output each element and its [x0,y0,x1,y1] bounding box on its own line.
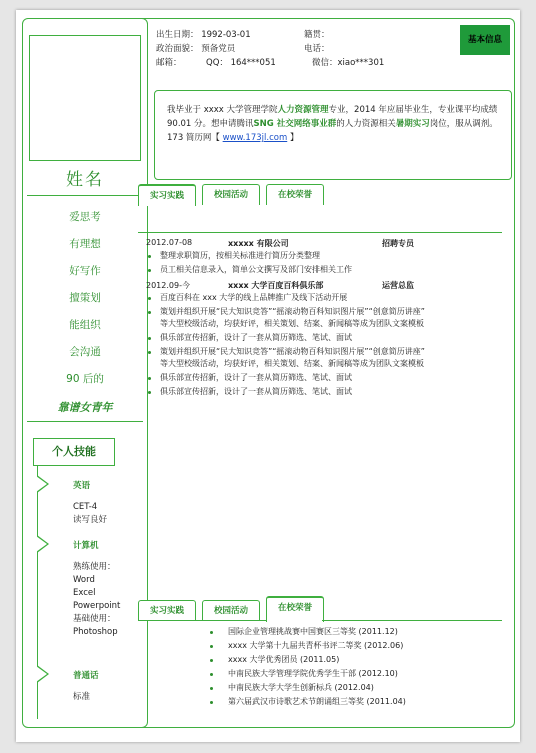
bullet-icon [210,645,213,648]
website-link[interactable]: www.173jl.com [222,133,288,143]
entry-org: xxxxx 有限公司 [228,239,289,248]
bullet-icon [148,351,151,354]
intro-part: 岗位，服从调剂。173 简历网【 [167,119,498,143]
trait-2: 有理想 [69,238,101,250]
entry-role: 招聘专员 [382,239,414,248]
basic-info-badge: 基本信息 [460,25,510,55]
duty-item: 策划并组织开展“民大知识竞答”“摇滚动物百科知识图片展”“创意简历讲座” [160,347,425,356]
tab-internship[interactable]: 实习实践 [138,184,196,206]
tab-honors[interactable]: 在校荣誉 [266,184,324,205]
entry-date: 2012.07-08 [146,238,193,247]
political-status: 政治面貌： 预备党员 [156,44,236,54]
intro-highlight: 人力资源管理 [277,105,329,115]
native-place: 籍贯： [304,30,330,40]
arrow-icon [37,475,49,493]
qq: QQ： 164***051 [206,58,276,68]
duty-item: 整理求职简历，按相关标准进行简历分类整理 [160,251,320,260]
resume-page [16,10,520,742]
trait-5: 能组织 [69,319,101,331]
intro-highlight: SNG 社交网络事业群 [253,119,337,129]
bullet-icon [148,311,151,314]
phone: 电话： [304,44,330,54]
intro-part: 的人力资源相关 [336,119,396,129]
duty-item: 等大型校级活动，均获好评，相关策划、结案、新闻稿等成为团队文案模板 [160,319,424,328]
intro-part: 专业，2014 年应届毕业生，专业课平均成绩 90.01 分。想申请腾讯 [167,105,498,129]
bullet-icon [148,377,151,380]
skill-item: Photoshop [73,627,118,637]
intro-box [154,90,512,180]
bullet-icon [210,701,213,704]
skill-item: 熟练使用： [73,562,116,572]
tab-campus-activities-lower[interactable]: 校园活动 [202,600,260,621]
trait-7: 90 后的 [66,373,104,385]
duty-item: 策划并组织开展“民大知识竞答”“摇滚动物百科知识图片展”“创意简历讲座” [160,307,425,316]
skill-category-mandarin: 普通话 [73,671,99,681]
skill-category-computer: 计算机 [73,541,99,551]
intro-part: 我毕业于 xxxx 大学管理学院 [167,105,278,115]
skills-title: 个人技能 [33,438,115,466]
skill-item: 基础使用： [73,614,116,624]
arrow-icon [37,665,49,683]
tab-honors-lower[interactable]: 在校荣誉 [266,596,324,622]
sidebar [22,18,148,728]
divider [27,195,143,196]
bullet-icon [148,297,151,300]
tab-internship-lower[interactable]: 实习实践 [138,600,196,621]
skill-item: Powerpoint [73,601,121,611]
slogan: 靠谱女青年 [57,401,113,414]
honor-item: xxxx 大学第十九届共青杯书评二等奖 (2012.06) [228,641,404,650]
trait-3: 好写作 [69,265,101,277]
duty-item: 员工相关信息录入，简单公文撰写及部门安排相关工作 [160,265,352,274]
bullet-icon [210,687,213,690]
bullet-icon [148,337,151,340]
intro-part: 】 [289,133,299,143]
duty-item: 俱乐部宣传招新，设计了一套从简历筛选、笔试、面试 [160,373,352,382]
tab-underline [138,232,502,233]
birth-date: 出生日期： 1992-03-01 [156,30,251,40]
divider [27,421,143,422]
entry-org: xxxx 大学百度百科俱乐部 [228,281,324,290]
honor-item: 国际企业管理挑战赛中国赛区三等奖 (2011.12) [228,627,398,636]
trait-6: 会沟通 [69,346,101,358]
intro-highlight: 暑期实习 [395,119,430,129]
email: 邮箱： [156,58,182,68]
honor-item: xxxx 大学优秀团员 (2011.05) [228,655,340,664]
duty-item: 百度百科在 xxx 大学的线上品牌推广及线下活动开展 [160,293,348,302]
bullet-icon [210,631,213,634]
photo-placeholder[interactable] [29,35,141,161]
duty-item: 等大型校级活动，均获好评，相关策划、结案、新闻稿等成为团队文案模板 [160,359,424,368]
trait-1: 爱思考 [69,211,101,223]
bullet-icon [210,659,213,662]
skill-item: 标准 [73,692,91,702]
bullet-icon [148,255,151,258]
duty-item: 俱乐部宣传招新，设计了一套从简历筛选、笔试、面试 [160,333,352,342]
skill-item: 读写良好 [73,515,108,525]
skill-item: Word [73,575,95,585]
bullet-icon [148,391,151,394]
honor-item: 第六届武汉市诗歌艺术节朗诵组三等奖 (2011.04) [228,697,406,706]
skill-item: Excel [73,588,96,598]
honor-item: 中南民族大学大学生创新标兵 (2012.04) [228,683,374,692]
entry-role: 运营总监 [382,281,414,290]
tab-underline [322,620,502,621]
trait-4: 擅策划 [69,292,101,304]
candidate-name: 姓名 [66,170,104,190]
tab-campus-activities[interactable]: 校园活动 [202,184,260,205]
tab-underline [138,620,266,621]
bullet-icon [148,269,151,272]
bullet-icon [210,673,213,676]
duty-item: 俱乐部宣传招新，设计了一套从简历筛选、笔试、面试 [160,387,352,396]
intro-text [167,103,503,145]
wechat: 微信：xiao***301 [312,58,385,68]
skill-category-english: 英语 [73,481,91,491]
entry-date: 2012.09-今 [146,281,190,290]
arrow-icon [37,535,49,553]
skill-item: CET-4 [73,502,98,512]
honor-item: 中南民族大学管理学院优秀学生干部 (2012.10) [228,669,398,678]
